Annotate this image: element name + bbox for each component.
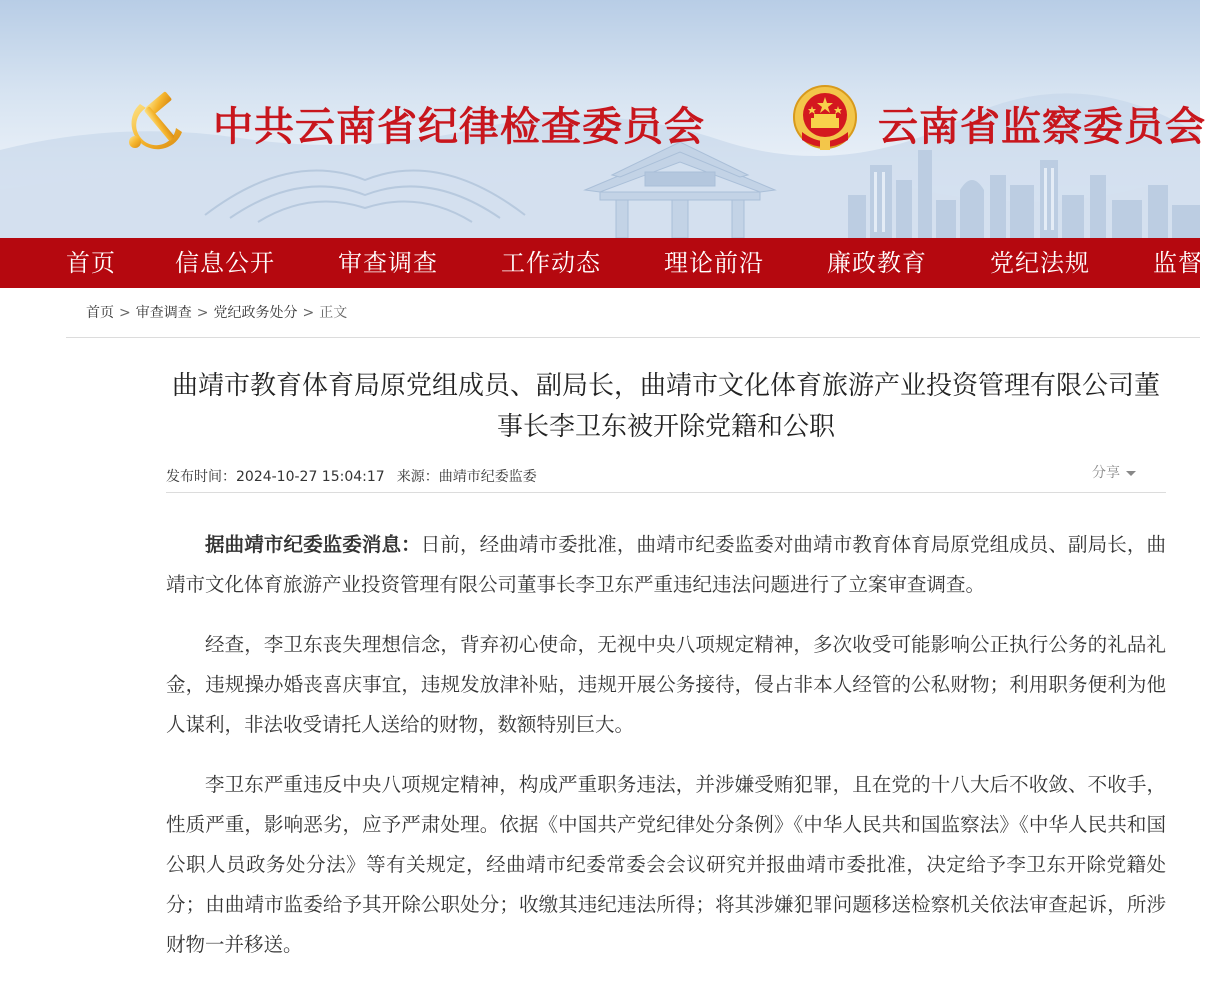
nav-item-info-disclosure[interactable]: 信息公开 xyxy=(175,249,275,277)
source-name: 曲靖市纪委监委 xyxy=(438,469,537,485)
breadcrumb-home-link[interactable]: 首页 xyxy=(86,305,114,321)
cpc-commission-title: 中共云南省纪律检查委员会 xyxy=(213,103,705,150)
supervision-commission-title: 云南省监察委员会 xyxy=(878,103,1206,150)
article-meta xyxy=(166,466,537,488)
breadcrumb xyxy=(86,302,347,324)
breadcrumb-separator: > xyxy=(302,305,315,321)
breadcrumb-divider xyxy=(66,337,1200,338)
main-nav xyxy=(0,238,1203,288)
nav-item-party-regulations[interactable]: 党纪法规 xyxy=(990,249,1090,277)
article-paragraph: 经查，李卫东丧失理想信念，背弃初心使命，无视中央八项规定精神，多次收受可能影响公正执行公务的礼品礼金，违规操办婚丧喜庆事宜，违规发放津补贴，违规开展公务接待，侵占非本人经管的公私财物；利用职务便利为他人谋利，非法收受请托人送给的财物，数额特别巨大。 xyxy=(166,633,1166,736)
meta-divider xyxy=(166,492,1166,493)
nav-item-review-investigation[interactable]: 审查调查 xyxy=(338,249,438,277)
article-paragraph: 李卫东严重违反中央八项规定精神，构成严重职务违法，并涉嫌受贿犯罪，且在党的十八大后不收敛、不收手，性质严重，影响恶劣，应予严肃处理。依据《中国共产党纪律处分条例》《中华人民共和国监察法》《中华人民共和国公职人员政务处分法》等有关规定，经曲靖市纪委常委会会议研究并报曲靖市委批准，决定给予李卫东开除党籍处分；由曲靖市监委给予其开除公职处分；收缴其违纪违法所得；将其涉嫌犯罪问题移送检察机关依法审查起诉，所涉财物一并移送。 xyxy=(166,773,1166,956)
nav-item-integrity-education[interactable]: 廉政教育 xyxy=(827,249,927,277)
article-body xyxy=(166,525,1166,985)
source-label: 来源： xyxy=(396,469,439,485)
breadcrumb-separator: > xyxy=(196,305,209,321)
nav-item-supervision[interactable]: 监督 xyxy=(1153,249,1203,277)
nav-item-work-news[interactable]: 工作动态 xyxy=(501,249,601,277)
site-banner xyxy=(0,0,1206,238)
breadcrumb-discipline-link[interactable]: 党纪政务处分 xyxy=(213,305,298,321)
breadcrumb-review-link[interactable]: 审查调查 xyxy=(135,305,192,321)
breadcrumb-current: 正文 xyxy=(319,305,348,321)
share-label: 分享 xyxy=(1092,465,1120,481)
publish-time: 2024-10-27 15:04:17 xyxy=(236,469,385,485)
nav-item-home[interactable]: 首页 xyxy=(66,249,116,277)
national-emblem-icon xyxy=(792,84,858,152)
article-title: 曲靖市教育体育局原党组成员、副局长，曲靖市文化体育旅游产业投资管理有限公司董事长李卫东被开除党籍和公职 xyxy=(171,371,1160,442)
nav-item-theory-frontier[interactable]: 理论前沿 xyxy=(664,249,764,277)
publish-time-label: 发布时间： xyxy=(166,469,236,485)
article-lead: 据曲靖市纪委监委消息： xyxy=(205,533,421,556)
article-paragraph xyxy=(166,525,1166,605)
chevron-down-icon xyxy=(1126,471,1136,476)
share-button[interactable] xyxy=(1092,462,1136,484)
paragraph-text: 日前，经曲靖市委批准，曲靖市纪委监委对曲靖市教育体育局原党组成员、副局长，曲靖市文化体育旅游产业投资管理有限公司董事长李卫东严重违纪违法问题进行了立案审查调查。 xyxy=(166,533,1166,596)
breadcrumb-separator: > xyxy=(119,305,131,321)
hammer-sickle-icon xyxy=(126,84,194,152)
